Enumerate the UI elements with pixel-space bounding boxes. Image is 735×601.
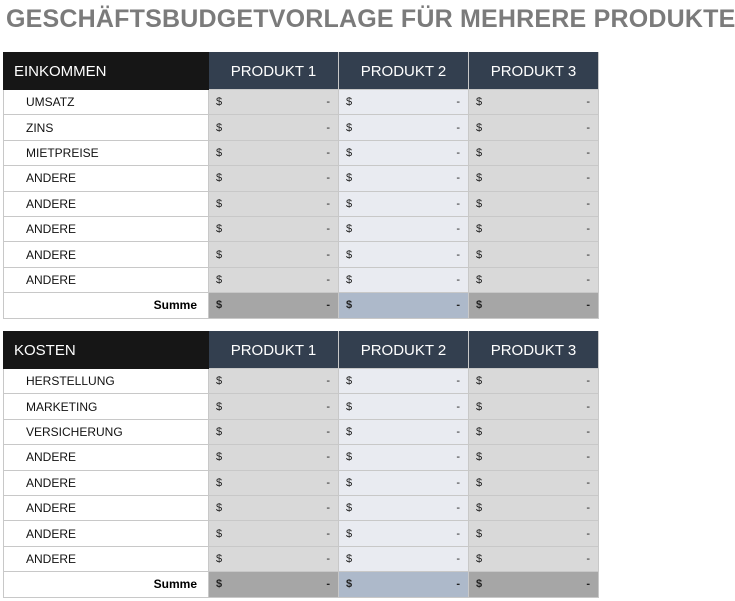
costs-cell-product-1[interactable]	[209, 445, 339, 470]
currency-symbol: $	[216, 223, 223, 236]
currency-symbol: $	[216, 375, 223, 388]
currency-symbol: $	[476, 527, 483, 540]
cell-value: -	[326, 375, 330, 388]
sum-value: -	[586, 299, 590, 312]
income-sum-product-2	[339, 293, 469, 318]
income-product-2-header: PRODUKT 2	[339, 53, 469, 90]
costs-product-1-header: PRODUKT 1	[209, 332, 339, 369]
income-cell-product-3[interactable]	[469, 90, 599, 115]
currency-symbol: $	[476, 197, 483, 210]
costs-cell-product-1[interactable]	[209, 394, 339, 419]
currency-symbol: $	[476, 121, 483, 134]
currency-symbol: $	[476, 96, 483, 109]
income-row	[4, 191, 599, 216]
cell-value: -	[586, 451, 590, 464]
cell-value: -	[586, 223, 590, 236]
currency-symbol: $	[216, 527, 223, 540]
cell-value: -	[586, 552, 590, 565]
sum-value: -	[456, 578, 460, 591]
cell-value: -	[326, 121, 330, 134]
income-row	[4, 242, 599, 267]
currency-symbol: $	[346, 146, 353, 159]
cell-value: -	[326, 197, 330, 210]
income-sum-label: Summe	[4, 293, 209, 318]
cell-value: -	[326, 502, 330, 515]
cell-value: -	[456, 197, 460, 210]
costs-row-label: ANDERE	[4, 470, 209, 495]
costs-cell-product-1[interactable]	[209, 369, 339, 394]
costs-row-label: HERSTELLUNG	[4, 369, 209, 394]
cell-value: -	[326, 527, 330, 540]
costs-cell-product-2[interactable]	[339, 369, 469, 394]
currency-symbol: $	[346, 299, 353, 312]
costs-section-header: KOSTEN	[4, 332, 209, 369]
income-header-row	[4, 53, 599, 90]
income-cell-product-2[interactable]	[339, 166, 469, 191]
cell-value: -	[326, 476, 330, 489]
cell-value: -	[326, 248, 330, 261]
costs-row-label: MARKETING	[4, 394, 209, 419]
income-row	[4, 115, 599, 140]
cell-value: -	[586, 425, 590, 438]
cell-value: -	[456, 375, 460, 388]
currency-symbol: $	[216, 96, 223, 109]
currency-symbol: $	[346, 172, 353, 185]
cell-value: -	[586, 172, 590, 185]
costs-row	[4, 369, 599, 394]
income-cell-product-2[interactable]	[339, 242, 469, 267]
income-row-label: ANDERE	[4, 166, 209, 191]
costs-table	[3, 331, 599, 598]
cell-value: -	[586, 146, 590, 159]
currency-symbol: $	[216, 425, 223, 438]
costs-sum-row	[4, 572, 599, 597]
income-cell-product-1[interactable]	[209, 166, 339, 191]
income-cell-product-2[interactable]	[339, 267, 469, 292]
costs-cell-product-3[interactable]	[469, 369, 599, 394]
cell-value: -	[586, 96, 590, 109]
currency-symbol: $	[346, 552, 353, 565]
costs-product-3-header: PRODUKT 3	[469, 332, 599, 369]
currency-symbol: $	[346, 476, 353, 489]
currency-symbol: $	[476, 502, 483, 515]
costs-row	[4, 495, 599, 520]
costs-row	[4, 445, 599, 470]
income-cell-product-3[interactable]	[469, 267, 599, 292]
currency-symbol: $	[476, 375, 483, 388]
sum-value: -	[326, 299, 330, 312]
costs-cell-product-2[interactable]	[339, 445, 469, 470]
income-row-label: UMSATZ	[4, 90, 209, 115]
cell-value: -	[326, 400, 330, 413]
currency-symbol: $	[216, 451, 223, 464]
income-row-label: ANDERE	[4, 242, 209, 267]
cell-value: -	[586, 273, 590, 286]
income-row-label: ANDERE	[4, 216, 209, 241]
cell-value: -	[326, 96, 330, 109]
currency-symbol: $	[216, 400, 223, 413]
income-cell-product-3[interactable]	[469, 166, 599, 191]
cell-value: -	[456, 502, 460, 515]
cell-value: -	[456, 248, 460, 261]
costs-cell-product-2[interactable]	[339, 419, 469, 444]
income-cell-product-3[interactable]	[469, 216, 599, 241]
cell-value: -	[586, 248, 590, 261]
cell-value: -	[326, 451, 330, 464]
income-cell-product-3[interactable]	[469, 140, 599, 165]
income-cell-product-1[interactable]	[209, 140, 339, 165]
cell-value: -	[456, 425, 460, 438]
income-sum-product-1	[209, 293, 339, 318]
currency-symbol: $	[216, 121, 223, 134]
cell-value: -	[326, 273, 330, 286]
income-row-label: ZINS	[4, 115, 209, 140]
income-cell-product-1[interactable]	[209, 191, 339, 216]
costs-sum-product-2	[339, 572, 469, 597]
costs-cell-product-3[interactable]	[469, 521, 599, 546]
income-cell-product-1[interactable]	[209, 242, 339, 267]
income-cell-product-3[interactable]	[469, 242, 599, 267]
costs-cell-product-1[interactable]	[209, 495, 339, 520]
currency-symbol: $	[346, 96, 353, 109]
currency-symbol: $	[216, 476, 223, 489]
income-cell-product-1[interactable]	[209, 267, 339, 292]
cell-value: -	[586, 121, 590, 134]
costs-row	[4, 394, 599, 419]
currency-symbol: $	[476, 425, 483, 438]
income-product-1-header: PRODUKT 1	[209, 53, 339, 90]
costs-cell-product-2[interactable]	[339, 546, 469, 571]
income-cell-product-2[interactable]	[339, 140, 469, 165]
currency-symbol: $	[346, 425, 353, 438]
currency-symbol: $	[216, 146, 223, 159]
currency-symbol: $	[346, 273, 353, 286]
cell-value: -	[456, 552, 460, 565]
income-cell-product-1[interactable]	[209, 90, 339, 115]
cell-value: -	[326, 223, 330, 236]
currency-symbol: $	[476, 451, 483, 464]
costs-sum-label: Summe	[4, 572, 209, 597]
costs-header-row	[4, 332, 599, 369]
currency-symbol: $	[346, 502, 353, 515]
income-row-label: MIETPREISE	[4, 140, 209, 165]
cell-value: -	[456, 121, 460, 134]
currency-symbol: $	[476, 552, 483, 565]
costs-row	[4, 546, 599, 571]
income-cell-product-1[interactable]	[209, 216, 339, 241]
currency-symbol: $	[216, 248, 223, 261]
cell-value: -	[456, 451, 460, 464]
income-cell-product-2[interactable]	[339, 191, 469, 216]
currency-symbol: $	[476, 299, 483, 312]
currency-symbol: $	[216, 578, 223, 591]
cell-value: -	[586, 375, 590, 388]
costs-row-label: ANDERE	[4, 546, 209, 571]
currency-symbol: $	[216, 502, 223, 515]
income-cell-product-3[interactable]	[469, 191, 599, 216]
currency-symbol: $	[476, 248, 483, 261]
costs-cell-product-3[interactable]	[469, 470, 599, 495]
income-sum-product-3	[469, 293, 599, 318]
costs-row-label: ANDERE	[4, 521, 209, 546]
income-row-label: ANDERE	[4, 191, 209, 216]
costs-cell-product-2[interactable]	[339, 495, 469, 520]
costs-sum-product-1	[209, 572, 339, 597]
income-section-header: EINKOMMEN	[4, 53, 209, 90]
costs-cell-product-2[interactable]	[339, 394, 469, 419]
costs-row-label: ANDERE	[4, 495, 209, 520]
cell-value: -	[456, 146, 460, 159]
currency-symbol: $	[346, 223, 353, 236]
costs-cell-product-3[interactable]	[469, 495, 599, 520]
costs-product-2-header: PRODUKT 2	[339, 332, 469, 369]
costs-cell-product-1[interactable]	[209, 521, 339, 546]
cell-value: -	[456, 96, 460, 109]
costs-cell-product-3[interactable]	[469, 419, 599, 444]
cell-value: -	[326, 552, 330, 565]
costs-cell-product-3[interactable]	[469, 445, 599, 470]
currency-symbol: $	[346, 197, 353, 210]
income-cell-product-2[interactable]	[339, 90, 469, 115]
page-title: GESCHÄFTSBUDGETVORLAGE FÜR MEHRERE PRODUKTE	[6, 5, 735, 33]
currency-symbol: $	[346, 375, 353, 388]
currency-symbol: $	[476, 172, 483, 185]
cell-value: -	[456, 527, 460, 540]
sum-value: -	[586, 578, 590, 591]
cell-value: -	[456, 273, 460, 286]
cell-value: -	[456, 476, 460, 489]
cell-value: -	[456, 223, 460, 236]
cell-value: -	[326, 146, 330, 159]
currency-symbol: $	[476, 578, 483, 591]
income-row	[4, 166, 599, 191]
income-cell-product-2[interactable]	[339, 216, 469, 241]
currency-symbol: $	[346, 578, 353, 591]
costs-cell-product-2[interactable]	[339, 470, 469, 495]
costs-row-label: VERSICHERUNG	[4, 419, 209, 444]
costs-cell-product-1[interactable]	[209, 470, 339, 495]
income-row-label: ANDERE	[4, 267, 209, 292]
cell-value: -	[326, 425, 330, 438]
cell-value: -	[586, 476, 590, 489]
currency-symbol: $	[476, 146, 483, 159]
cell-value: -	[326, 172, 330, 185]
cell-value: -	[586, 400, 590, 413]
currency-symbol: $	[476, 476, 483, 489]
currency-symbol: $	[216, 197, 223, 210]
currency-symbol: $	[476, 273, 483, 286]
income-cell-product-1[interactable]	[209, 115, 339, 140]
currency-symbol: $	[216, 299, 223, 312]
cell-value: -	[456, 172, 460, 185]
income-row	[4, 216, 599, 241]
currency-symbol: $	[346, 121, 353, 134]
currency-symbol: $	[346, 527, 353, 540]
income-cell-product-3[interactable]	[469, 115, 599, 140]
cell-value: -	[586, 502, 590, 515]
currency-symbol: $	[346, 248, 353, 261]
costs-cell-product-1[interactable]	[209, 419, 339, 444]
income-table	[3, 52, 599, 319]
income-row	[4, 267, 599, 292]
cell-value: -	[586, 197, 590, 210]
costs-sum-product-3	[469, 572, 599, 597]
sum-value: -	[326, 578, 330, 591]
income-sum-row	[4, 293, 599, 318]
currency-symbol: $	[346, 451, 353, 464]
income-row	[4, 90, 599, 115]
income-product-3-header: PRODUKT 3	[469, 53, 599, 90]
income-cell-product-2[interactable]	[339, 115, 469, 140]
currency-symbol: $	[476, 223, 483, 236]
costs-cell-product-3[interactable]	[469, 394, 599, 419]
costs-row	[4, 470, 599, 495]
currency-symbol: $	[346, 400, 353, 413]
costs-cell-product-3[interactable]	[469, 546, 599, 571]
costs-row	[4, 419, 599, 444]
costs-row-label: ANDERE	[4, 445, 209, 470]
costs-cell-product-2[interactable]	[339, 521, 469, 546]
cell-value: -	[456, 400, 460, 413]
currency-symbol: $	[216, 273, 223, 286]
currency-symbol: $	[216, 552, 223, 565]
cell-value: -	[586, 527, 590, 540]
currency-symbol: $	[216, 172, 223, 185]
currency-symbol: $	[476, 400, 483, 413]
income-row	[4, 140, 599, 165]
sum-value: -	[456, 299, 460, 312]
costs-cell-product-1[interactable]	[209, 546, 339, 571]
costs-row	[4, 521, 599, 546]
